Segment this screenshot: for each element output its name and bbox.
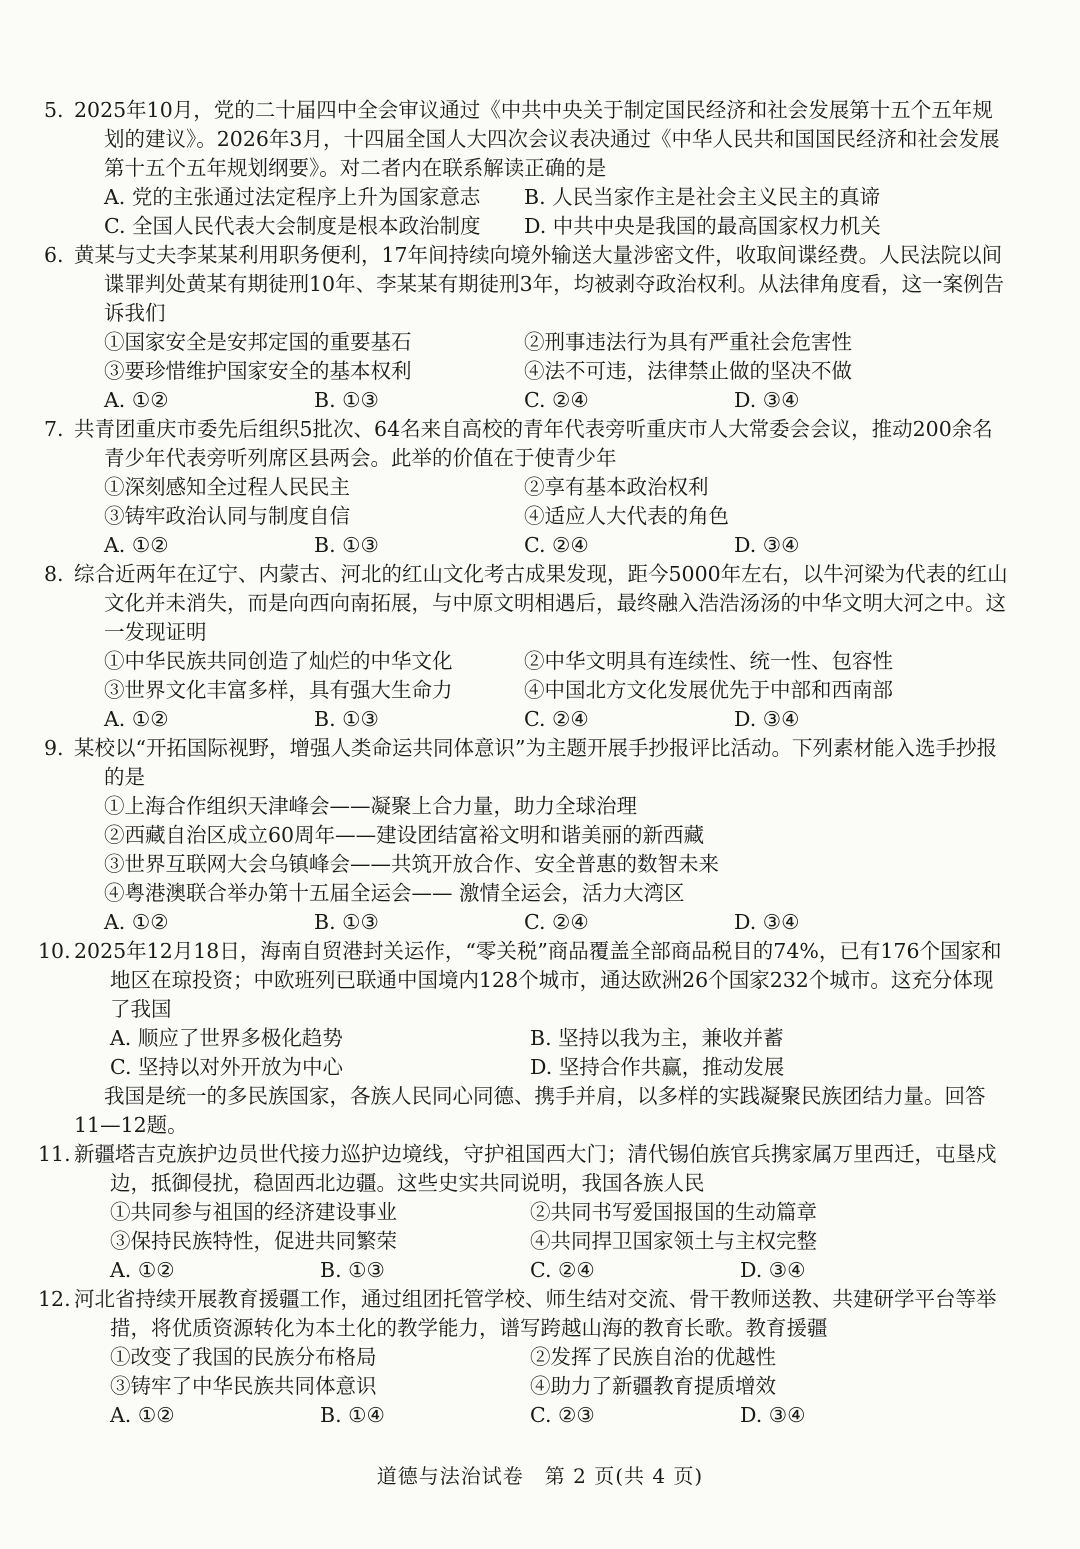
question-stem: 10. 2025年12月18日，海南自贸港封关运作，“零关税”商品覆盖全部商品税目的74%，已有176个国家和地区在琼投资；中欧班列已联通中国境内128个城市，通达欧洲26个国家232个城市。这充分体现了我国 (38, 939, 1002, 1021)
option-row (74, 386, 1010, 415)
option-c: C. 坚持以对外开放为中心 (110, 1055, 343, 1079)
statement-2: ②西藏自治区成立60周年——建设团结富裕文明和谐美丽的新西藏 (104, 823, 705, 847)
question-7 (44, 415, 1010, 560)
statement-4: ④适应人大代表的角色 (524, 504, 729, 528)
question-stem: 8. 综合近两年在辽宁、内蒙古、河北的红山文化考古成果发现，距今5000年左右，以牛河梁为代表的红山文化并未消失，而是向西向南拓展，与中原文明相遇后，最终融入浩浩汤汤的中华文明大河之中。这一发现证明 (44, 562, 1008, 644)
option-a: A. ①② (104, 388, 169, 412)
stem-text: 共青团重庆市委先后组织5批次、64名来自高校的青年代表旁听重庆市人大常委会会议，推动200余名青少年代表旁听列席区县两会。此举的价值在于使青少年 (74, 417, 993, 470)
option-d: D. ③④ (734, 388, 800, 412)
option-a: A. ①② (104, 533, 169, 557)
question-9 (44, 734, 1010, 937)
statement-row (74, 473, 1010, 502)
statement-3: ③世界互联网大会乌镇峰会——共筑开放合作、安全普惠的数智未来 (104, 852, 719, 876)
option-a: A. ①② (110, 1258, 175, 1282)
question-6 (44, 241, 1010, 415)
page-footer: 道德与法治试卷 第 2 页(共 4 页) (376, 1464, 704, 1488)
statement-2: ②中华文明具有连续性、统一性、包容性 (524, 649, 893, 673)
option-d: D. ③④ (740, 1258, 806, 1282)
statement-4: ④法不可违，法律禁止做的坚决不做 (524, 359, 852, 383)
option-c: C. ②④ (524, 910, 589, 934)
statement-3: ③铸牢了中华民族共同体意识 (110, 1374, 377, 1398)
statement-3: ③保持民族特性，促进共同繁荣 (110, 1229, 397, 1253)
statement-1: ①改变了我国的民族分布格局 (110, 1345, 377, 1369)
statement-3: ③铸牢政治认同与制度自信 (104, 504, 350, 528)
stem-text: 2025年10月，党的二十届四中全会审议通过《中共中央关于制定国民经济和社会发展第十五个五年规划的建议》。2026年3月，十四届全国人大四次会议表决通过《中华人民共和国国民经济和社会发展第十五个五年规划纲要》。对二者内在联系解读正确的是 (74, 98, 1000, 180)
option-c: C. ②③ (530, 1403, 595, 1427)
option-c: C. ②④ (524, 533, 589, 557)
question-12 (38, 1285, 1010, 1430)
question-stem: 11. 新疆塔吉克族护边员世代接力巡护边境线，守护祖国西大门；清代锡伯族官兵携家属万里西迁，屯垦戍边，抵御侵扰，稳固西北边疆。这些史实共同说明，我国各族人民 (38, 1142, 997, 1195)
option-a: A. ①② (110, 1403, 175, 1427)
option-b: B. ①③ (314, 533, 379, 557)
statement-1: ①中华民族共同创造了灿烂的中华文化 (104, 649, 453, 673)
statement-row (74, 1372, 1010, 1401)
statement-1: ①共同参与祖国的经济建设事业 (110, 1200, 397, 1224)
question-8 (44, 560, 1010, 734)
option-b: B. 坚持以我为主，兼收并蓄 (530, 1026, 784, 1050)
statement-4: ④粤港澳联合举办第十五届全运会—— 激情全运会，活力大湾区 (104, 881, 685, 905)
statement-2: ②刑事违法行为具有严重社会危害性 (524, 330, 852, 354)
option-b: B. ①④ (320, 1403, 385, 1427)
option-a: A. 顺应了世界多极化趋势 (110, 1026, 343, 1050)
option-b: B. ①③ (314, 707, 379, 731)
statement-4: ④中国北方文化发展优先于中部和西南部 (524, 678, 893, 702)
option-c: C. 全国人民代表大会制度是根本政治制度 (104, 214, 481, 238)
option-row (74, 908, 1010, 937)
statement-1: ①上海合作组织天津峰会——凝聚上合力量，助力全球治理 (104, 794, 637, 818)
option-c: C. ②④ (530, 1258, 595, 1282)
statement-row (74, 328, 1010, 357)
option-a: A. 党的主张通过法定程序上升为国家意志 (104, 185, 481, 209)
question-10 (38, 937, 1010, 1082)
option-d: D. ③④ (734, 533, 800, 557)
question-11 (38, 1140, 1010, 1285)
statement-row (74, 676, 1010, 705)
option-row (74, 705, 1010, 734)
statement-2: ②享有基本政治权利 (524, 475, 709, 499)
stem-text: 河北省持续开展教育援疆工作，通过组团托管学校、师生结对交流、骨干教师送教、共建研学平台等举措，将优质资源转化为本土化的教学能力，谱写跨越山海的教育长歌。教育援疆 (74, 1287, 997, 1340)
question-5 (44, 96, 1010, 241)
option-d: D. 坚持合作共赢，推动发展 (530, 1055, 785, 1079)
statement-1: ①国家安全是安邦定国的重要基石 (104, 330, 412, 354)
option-a: A. ①② (104, 910, 169, 934)
question-stem: 12. 河北省持续开展教育援疆工作，通过组团托管学校、师生结对交流、骨干教师送教、共建研学平台等举措，将优质资源转化为本土化的教学能力，谱写跨越山海的教育长歌。教育援疆 (38, 1287, 997, 1340)
option-row (74, 1024, 1010, 1053)
shared-material: 我国是统一的多民族国家，各族人民同心同德、携手并肩，以多样的实践凝聚民族团结力量。回答11—12题。 (74, 1084, 986, 1137)
question-stem: 9. 某校以“开拓国际视野，增强人类命运共同体意识”为主题开展手抄报评比活动。下列素材能入选手抄报的是 (44, 736, 997, 789)
statement-3: ③要珍惜维护国家安全的基本权利 (104, 359, 412, 383)
stem-text: 新疆塔吉克族护边员世代接力巡护边境线，守护祖国西大门；清代锡伯族官兵携家属万里西迁，屯垦戍边，抵御侵扰，稳固西北边疆。这些史实共同说明，我国各族人民 (74, 1142, 997, 1195)
stem-text: 2025年12月18日，海南自贸港封关运作，“零关税”商品覆盖全部商品税目的74%，已有176个国家和地区在琼投资；中欧班列已联通中国境内128个城市，通达欧洲26个国家232个城市。这充分体现了我国 (74, 939, 1002, 1021)
statement-row (74, 647, 1010, 676)
stem-text: 某校以“开拓国际视野，增强人类命运共同体意识”为主题开展手抄报评比活动。下列素材能入选手抄报的是 (74, 736, 997, 789)
option-row (74, 212, 1010, 241)
statement-2: ②发挥了民族自治的优越性 (530, 1345, 776, 1369)
option-d: D. ③④ (740, 1403, 806, 1427)
statement-3: ③世界文化丰富多样，具有强大生命力 (104, 678, 453, 702)
option-row (74, 1401, 1010, 1430)
option-row (74, 183, 1010, 212)
option-b: B. ①③ (320, 1258, 385, 1282)
statement-row (74, 357, 1010, 386)
option-b: B. ①③ (314, 388, 379, 412)
statement-4: ④助力了新疆教育提质增效 (530, 1374, 776, 1398)
option-b: B. 人民当家作主是社会主义民主的真谛 (524, 185, 881, 209)
statement-row (74, 502, 1010, 531)
question-stem: 6. 黄某与丈夫李某某利用职务便利，17年间持续向境外输送大量涉密文件，收取间谍经费。人民法院以间谍罪判处黄某有期徒刑10年、李某某有期徒刑3年，均被剥夺政治权利。从法律角度看，这一案例告诉我们 (44, 243, 1005, 325)
option-b: B. ①③ (314, 910, 379, 934)
stem-text: 黄某与丈夫李某某利用职务便利，17年间持续向境外输送大量涉密文件，收取间谍经费。人民法院以间谍罪判处黄某有期徒刑10年、李某某有期徒刑3年，均被剥夺政治权利。从法律角度看，这一案例告诉我们 (74, 243, 1005, 325)
option-a: A. ①② (104, 707, 169, 731)
option-d: D. 中共中央是我国的最高国家权力机关 (524, 214, 881, 238)
statement-2: ②共同书写爱国报国的生动篇章 (530, 1200, 817, 1224)
option-c: C. ②④ (524, 707, 589, 731)
option-d: D. ③④ (734, 910, 800, 934)
question-stem: 7. 共青团重庆市委先后组织5批次、64名来自高校的青年代表旁听重庆市人大常委会会议，推动200余名青少年代表旁听列席区县两会。此举的价值在于使青少年 (44, 417, 993, 470)
statement-row (74, 1198, 1010, 1227)
question-stem: 5. 2025年10月，党的二十届四中全会审议通过《中共中央关于制定国民经济和社会发展第十五个五年规划的建议》。2026年3月，十四届全国人大四次会议表决通过《中华人民共和国国民经济和社会发展第十五个五年规划纲要》。对二者内在联系解读正确的是 (44, 98, 1000, 180)
option-d: D. ③④ (734, 707, 800, 731)
option-row (74, 1256, 1010, 1285)
statement-1: ①深刻感知全过程人民民主 (104, 475, 350, 499)
statement-4: ④共同捍卫国家领土与主权完整 (530, 1229, 817, 1253)
statement-row (74, 1227, 1010, 1256)
stem-text: 综合近两年在辽宁、内蒙古、河北的红山文化考古成果发现，距今5000年左右，以牛河梁为代表的红山文化并未消失，而是向西向南拓展，与中原文明相遇后，最终融入浩浩汤汤的中华文明大河之中。这一发现证明 (74, 562, 1008, 644)
option-row (74, 531, 1010, 560)
statement-row (74, 1343, 1010, 1372)
option-c: C. ②④ (524, 388, 589, 412)
option-row (74, 1053, 1010, 1082)
